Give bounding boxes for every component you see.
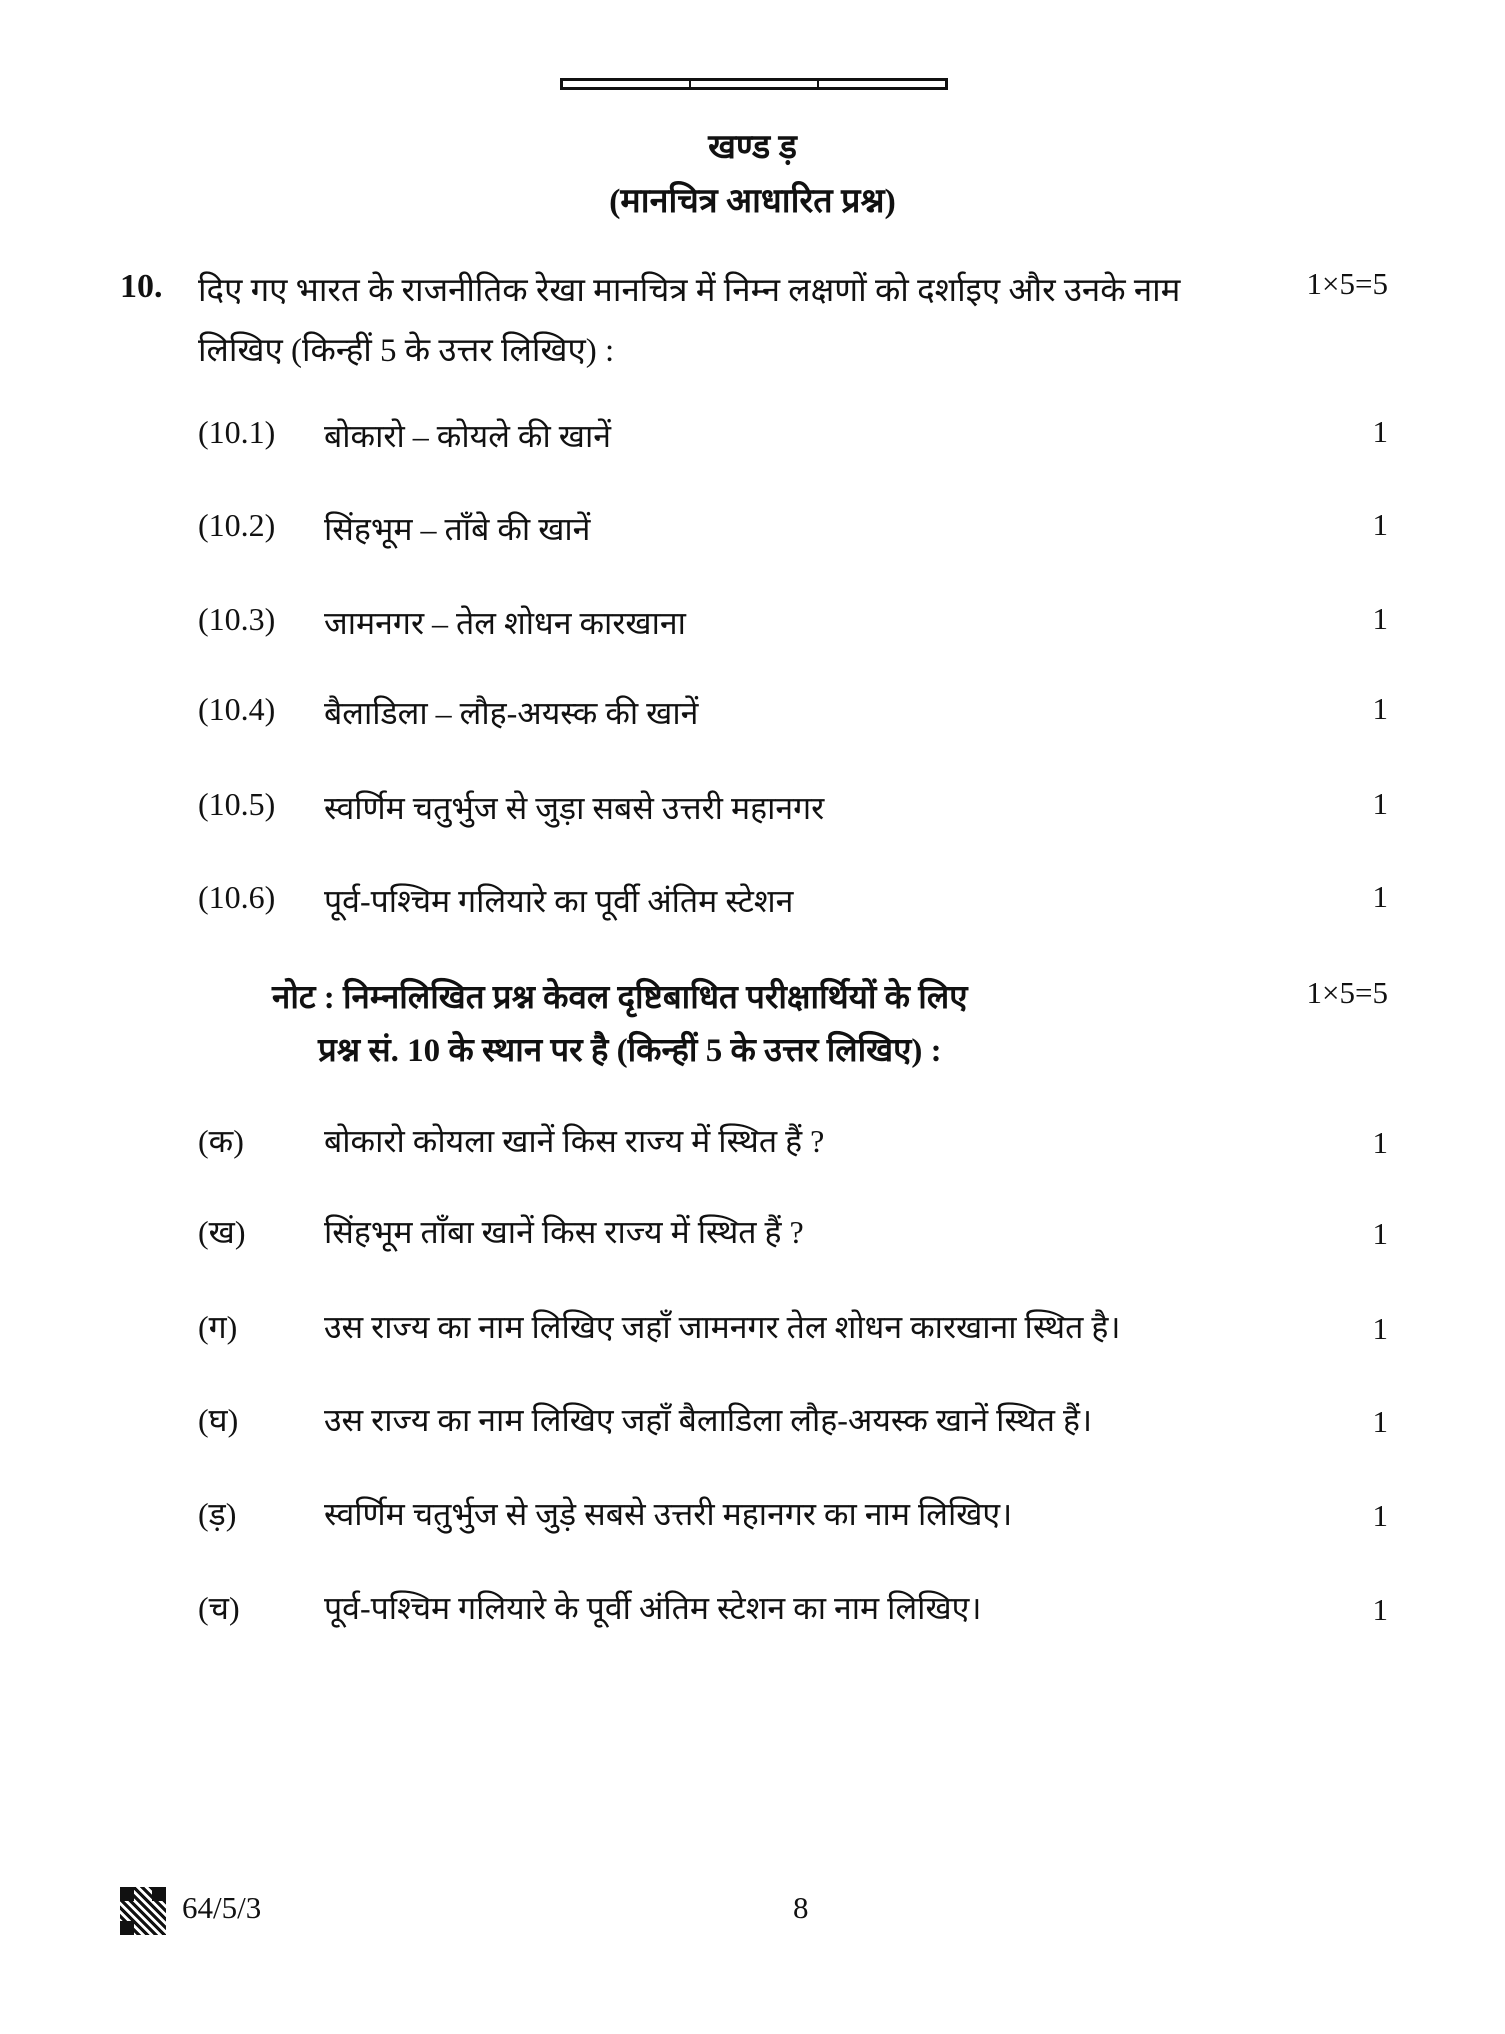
- item-label: (घ): [198, 1402, 239, 1438]
- item-text: उस राज्य का नाम लिखिए जहाँ बैलाडिला लौह-अयस्क खानें स्थित हैं।: [324, 1402, 1093, 1438]
- item-marks: 1: [1372, 507, 1388, 542]
- item-label: (क): [198, 1123, 244, 1159]
- item-text: बोकारो – कोयले की खानें: [324, 418, 612, 454]
- item-label: (10.3): [198, 601, 276, 637]
- item-label: (ग): [198, 1309, 238, 1345]
- page-number: 8: [793, 1890, 809, 1925]
- item-marks: 1: [1372, 1592, 1388, 1627]
- item-marks: 1: [1372, 879, 1388, 914]
- item-label: (10.4): [198, 691, 276, 727]
- item-marks: 1: [1372, 786, 1388, 821]
- note-line2: प्रश्न सं. 10 के स्थान पर है (किन्हीं 5 के उत्तर लिखिए) :: [318, 1033, 942, 1069]
- item-label: (10.2): [198, 507, 276, 543]
- item-label: (ड़): [198, 1496, 237, 1532]
- question-text-line2: लिखिए (किन्हीं 5 के उत्तर लिखिए) :: [198, 333, 615, 369]
- item-text: पूर्व-पश्चिम गलियारे का पूर्वी अंतिम स्टेशन: [324, 883, 794, 919]
- item-label: (ख): [198, 1214, 246, 1250]
- item-label: (10.5): [198, 786, 276, 822]
- section-title: खण्ड ड़: [708, 129, 797, 166]
- item-text: स्वर्णिम चतुर्भुज से जुड़े सबसे उत्तरी महानगर का नाम लिखिए।: [324, 1496, 1013, 1532]
- item-text: उस राज्य का नाम लिखिए जहाँ जामनगर तेल शोधन कारखाना स्थित है।: [324, 1309, 1121, 1345]
- item-marks: 1: [1372, 601, 1388, 636]
- answer-box-strip: [560, 78, 948, 90]
- note-line1: नोट : निम्नलिखित प्रश्न केवल दृष्टिबाधित परीक्षार्थियों के लिए: [272, 980, 968, 1016]
- item-label: (च): [198, 1590, 240, 1626]
- item-marks: 1: [1372, 414, 1388, 449]
- item-text: पूर्व-पश्चिम गलियारे के पूर्वी अंतिम स्टेशन का नाम लिखिए।: [324, 1590, 982, 1626]
- item-marks: 1: [1372, 1498, 1388, 1533]
- question-marks: 1×5=5: [1306, 266, 1388, 301]
- question-number: 10.: [120, 268, 163, 305]
- item-text: बैलाडिला – लौह-अयस्क की खानें: [324, 695, 699, 731]
- qr-code-icon: [120, 1887, 166, 1935]
- item-marks: 1: [1372, 691, 1388, 726]
- item-marks: 1: [1372, 1404, 1388, 1439]
- note-marks: 1×5=5: [1306, 975, 1388, 1010]
- item-text: बोकारो कोयला खानें किस राज्य में स्थित हैं ?: [324, 1123, 825, 1159]
- item-text: सिंहभूम ताँबा खानें किस राज्य में स्थित हैं ?: [324, 1214, 804, 1250]
- item-marks: 1: [1372, 1125, 1388, 1160]
- item-marks: 1: [1372, 1311, 1388, 1346]
- item-text: जामनगर – तेल शोधन कारखाना: [324, 605, 686, 641]
- item-label: (10.6): [198, 879, 276, 915]
- paper-code: 64/5/3: [182, 1890, 262, 1925]
- item-text: स्वर्णिम चतुर्भुज से जुड़ा सबसे उत्तरी महानगर: [324, 790, 825, 826]
- item-marks: 1: [1372, 1216, 1388, 1251]
- section-subtitle: (मानचित्र आधारित प्रश्न): [609, 183, 896, 220]
- question-text-line1: दिए गए भारत के राजनीतिक रेखा मानचित्र में निम्न लक्षणों को दर्शाइए और उनके नाम: [198, 273, 1181, 309]
- item-label: (10.1): [198, 414, 276, 450]
- item-text: सिंहभूम – ताँबे की खानें: [324, 511, 591, 547]
